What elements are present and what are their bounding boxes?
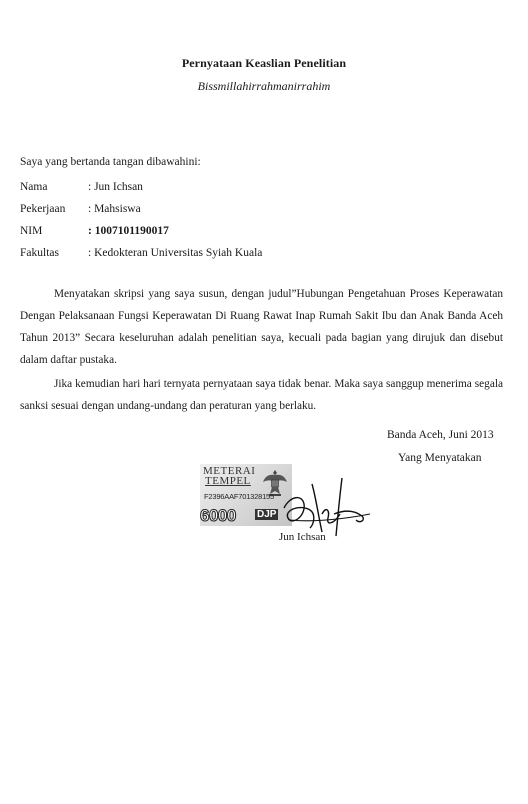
stamp-word-tempel: TEMPEL bbox=[205, 475, 251, 487]
document-title: Pernyataan Keaslian Penelitian bbox=[181, 56, 347, 70]
stamp-price: 6000 bbox=[200, 506, 236, 525]
place-date: Banda Aceh, Juni 2013 bbox=[387, 429, 494, 441]
field-value: : Jun Ichsan bbox=[88, 181, 143, 193]
field-label: Nama bbox=[20, 181, 48, 193]
field-value: : Kedokteran Universitas Syiah Kuala bbox=[88, 247, 263, 259]
body-paragraph-1: Menyatakan skripsi yang saya susun, dengan judul”Hubungan Pengetahuan Proses Keperawatan Dengan Pelaksanaan Fungsi Keperawatan Di Ruang Rawat Inap Rumah Sakit Ibu dan Anak Banda Aceh Tahun 2013” Secara keseluruhan adalah penelitian saya, kecuali pada bagian yang dirujuk dan disebut dalam daftar pustaka. bbox=[20, 288, 503, 366]
field-value: : 1007101190017 bbox=[88, 225, 169, 237]
body-paragraph-2: Jika kemudian hari hari ternyata pernyataan saya tidak benar. Maka saya sanggup menerima segala sanksi sesuai dengan undang-undang dan peraturan yang berlaku. bbox=[20, 378, 503, 412]
field-label: NIM bbox=[20, 225, 43, 237]
stamp-word-meterai: METERAI bbox=[203, 465, 256, 477]
stamp-serial: F2396AAF701328155 bbox=[204, 492, 274, 501]
signer-name: Jun Ichsan bbox=[279, 531, 326, 543]
field-label: Fakultas bbox=[20, 247, 59, 259]
intro-text: Saya yang bertanda tangan dibawahini: bbox=[20, 156, 201, 168]
document-subtitle: Bissmillahirrahmanirrahim bbox=[197, 79, 331, 93]
field-label: Pekerjaan bbox=[20, 203, 66, 215]
signer-title: Yang Menyatakan bbox=[398, 452, 482, 464]
stamp-issuer: DJP bbox=[257, 509, 277, 520]
field-value: : Mahsiswa bbox=[88, 203, 141, 215]
